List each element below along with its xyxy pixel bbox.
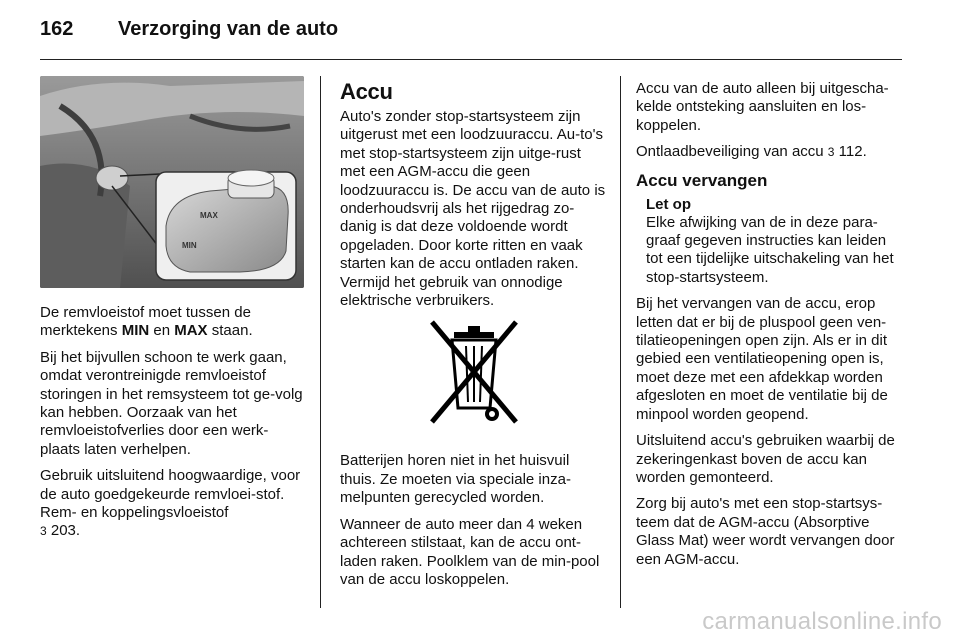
paragraph: Bij het vervangen van de accu, erop letten dat er bij de pluspool geen ven-tilatieopeningen open zijn. Als er in dit gebied een ventilatieopening open is, moet deze met een afdekkap worden afgesloten en moet de ventilatie bij de minpool worden geopend.: [636, 295, 888, 423]
min-label: MIN: [121, 322, 150, 340]
section-title: Accu: [340, 79, 393, 104]
paragraph: Bij het bijvullen schoon te werk gaan, omdat verontreinigde remvloeistof storingen in het remsysteem tot ge-volg kan hebben. Oorzaak van het remvloeistofverlies door een werk-plaats laten verhelpen.: [40, 348, 303, 458]
paragraph: Gebruik uitsluitend hoogwaardige, voor de auto goedgekeurde remvloei-stof. Rem- en koppelingsvloeistof 3 203.: [40, 467, 301, 540]
crossed-out-bin-icon: [340, 318, 608, 434]
max-mark-label: MAX: [200, 211, 218, 220]
paragraph: Accu van de auto alleen bij uitgescha-kelde ontsteking aansluiten en los-koppelen.: [636, 80, 889, 134]
column-divider: [320, 76, 321, 608]
paragraph: Wanneer de auto meer dan 4 weken achtereen stilstaat, kan de accu ont-laden raken. Poolklem van de min-pool van de accu loskoppelen.: [340, 515, 600, 588]
page-reference-arrow: 3: [40, 524, 47, 539]
page-reference[interactable]: 112.: [838, 143, 867, 161]
page-number: 162: [40, 18, 74, 40]
note-box: [636, 196, 906, 288]
brake-fluid-reservoir-photo: [40, 76, 304, 288]
engine-bay-illustration: [40, 76, 304, 288]
page-reference-arrow: 3: [827, 145, 835, 160]
page-title: Verzorging van de auto: [118, 18, 339, 40]
paragraph: Auto's zonder stop-startsysteem zijn uitgerust met een loodzuuraccu. Au-to's met stop-startsysteem zijn uitge-rust met een AGM-accu die geen loodzuuraccu is. De accu van de auto is onderhoudsvrij als het rijgedrag zo-danig is dat deze voldoende wordt opgeladen. Door korte ritten en vaak starten kan de accu ontladen raken. Vermijd het gebruik van onnodige elektrische verbruikers.: [340, 108, 606, 310]
paragraph: Zorg bij auto's met een stop-startsys-teem dat de AGM-accu (Absorptive Glass Mat) weer wordt vervangen door een AGM-accu.: [636, 495, 895, 568]
note-text: Elke afwijking van de in deze para-graaf gegeven instructies kan leiden tot een tijdelijke uitschakeling van het stop-startsysteem.: [646, 213, 894, 286]
paragraph: Batterijen horen niet in het huisvuil thuis. Ze moeten via speciale inza-melpunten gerecycled worden.: [340, 452, 571, 507]
column-battery-continued: [636, 80, 906, 577]
column-battery: [340, 80, 608, 597]
recycle-symbol-graphic: [424, 318, 524, 432]
subsection-title: Accu vervangen: [636, 170, 768, 190]
page-reference[interactable]: 203.: [50, 522, 81, 540]
paragraph: Uitsluitend accu's gebruiken waarbij de zekeringenkast boven de accu kan worden gemonteerd.: [636, 432, 895, 486]
note-title: Let op: [646, 195, 691, 213]
watermark: carmanualsonline.info: [702, 608, 942, 635]
paragraph: Ontlaadbeveiliging van accu 3 112.: [636, 143, 867, 161]
min-mark-label: MIN: [182, 241, 197, 250]
column-brake-fluid: [40, 76, 306, 549]
header-divider: [40, 59, 902, 60]
column-divider: [620, 76, 621, 608]
paragraph: De remvloeistof moet tussen de merktekens MIN en MAX staan.: [40, 304, 253, 340]
page-header: [40, 18, 338, 50]
max-label: MAX: [174, 322, 208, 340]
